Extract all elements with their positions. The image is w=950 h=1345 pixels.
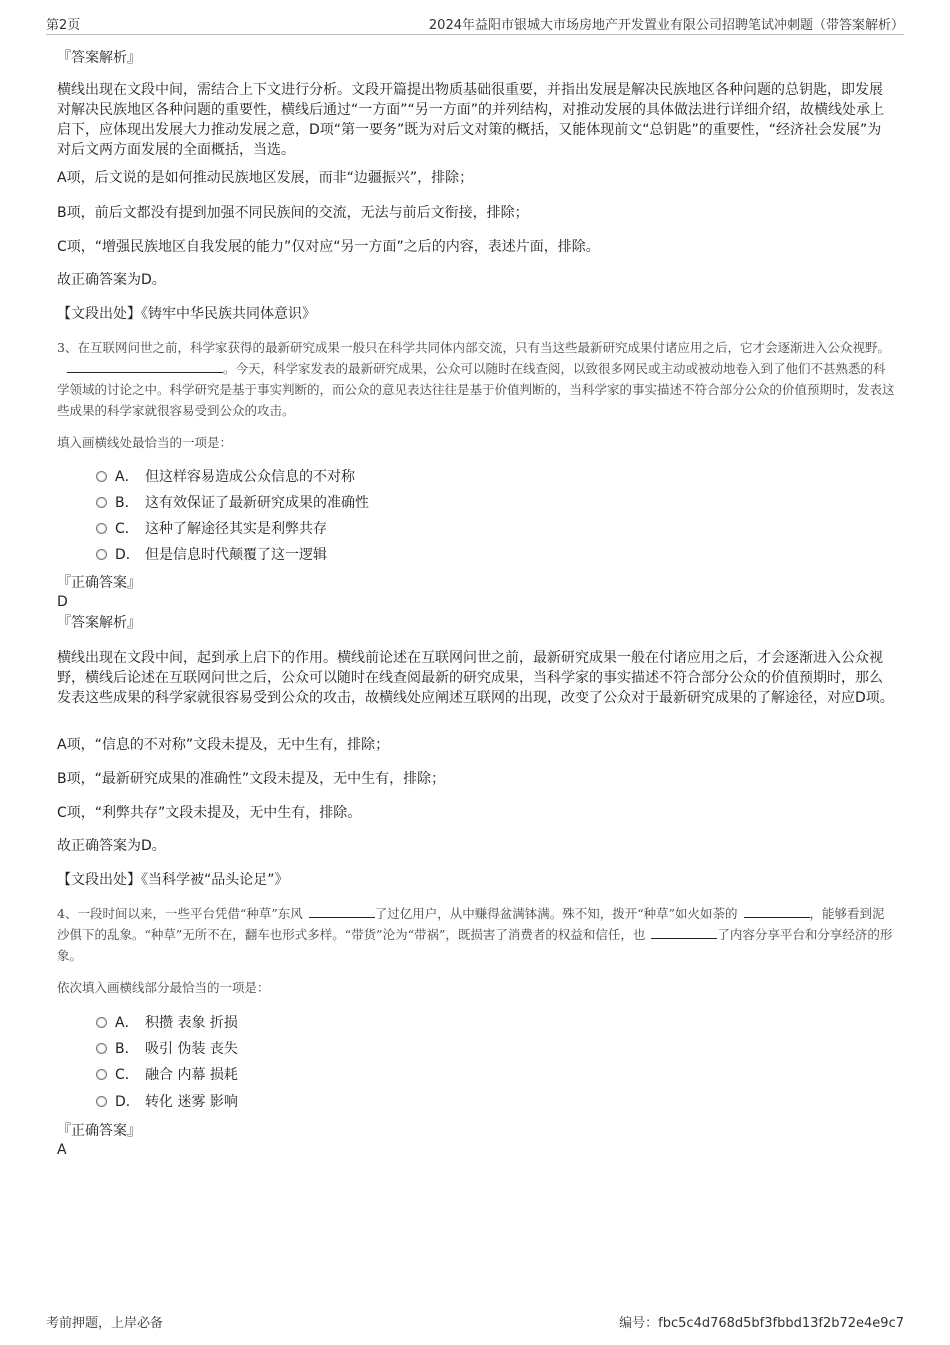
- q3-option-b-analysis: B项，“最新研究成果的准确性”文段未提及，无中生有，排除；: [57, 771, 446, 787]
- q2-source: 【文段出处】《铸牢中华民族共同体意识》: [57, 306, 316, 322]
- q2-analysis: 横线出现在文段中间，需结合上下文进行分析。文段开篇提出物质基础很重要，并指出发展是解决民族地区各种问题的总钥匙，即发展对解决民族地区各种问题的重要性，横线后通过“一方面”“另一方面”的并列结构，对推动发展的具体做法进行详细介绍，故横线处承上启下，应体现出发展大力推动发展之意，D项“第一要务”既为对后文对策的概括，又能体现前文“总钥匙”的重要性，“经济社会发展”为对后文两方面发展的全面概括，当选。: [57, 82, 885, 158]
- footer-slogan: 考前押题，上岸必备: [46, 1316, 164, 1331]
- q3-option-a[interactable]: A． 但这样容易造成公众信息的不对称: [96, 466, 355, 488]
- q4-answer-label: 『正确答案』: [57, 1123, 141, 1139]
- q4-blank-1: [309, 905, 375, 918]
- q4-stem-part-3: ，能够看到泥沙俱下的乱象。“种草”无所不在，翻车也形式多样。“带货”沦为“带祸”，既损害了消费者的权益和信任，也: [57, 906, 885, 942]
- q4-option-c[interactable]: C． 融合 内幕 损耗: [96, 1064, 238, 1086]
- q2-analysis-label: 『答案解析』: [57, 50, 141, 66]
- document-title: 2024年益阳市银城大市场房地产开发置业有限公司招聘笔试冲刺题（带答案解析）: [428, 18, 904, 33]
- q2-option-a-analysis: A项，后文说的是如何推动民族地区发展，而非“边疆振兴”，排除；: [57, 170, 474, 186]
- q3-option-c-analysis: C项，“利弊共存”文段未提及，无中生有，排除。: [57, 805, 362, 821]
- q4-blank-3: [651, 926, 717, 939]
- radio-icon[interactable]: [96, 549, 107, 560]
- q3-analysis: 横线出现在文段中间，起到承上启下的作用。横线前论述在互联网问世之前，最新研究成果一般在付诸应用之后，才会逐渐进入公众视野，横线后论述在互联网问世之后，公众可以随时在线查阅最新的研究成果，当科学家的事实描述不符合部分公众的价值预期时，那么发表这些成果的科学家就很容易受到公众的攻击，故横线处应阐述互联网的出现，改变了公众对于最新研究成果的了解途径，对应D项。: [57, 650, 894, 706]
- q3-option-d[interactable]: D． 但是信息时代颠覆了这一逻辑: [96, 544, 327, 566]
- radio-icon[interactable]: [96, 471, 107, 482]
- radio-icon[interactable]: [96, 1017, 107, 1028]
- page-number: 第2页: [46, 18, 81, 33]
- q3-conclusion: 故正确答案为D。: [57, 838, 166, 854]
- q2-option-b-analysis: B项，前后文都没有提到加强不同民族间的交流，无法与前后文衔接，排除；: [57, 205, 529, 221]
- q3-answer: D: [57, 594, 68, 610]
- q3-blank: [67, 360, 223, 373]
- q4-stem: [57, 903, 895, 966]
- radio-icon[interactable]: [96, 1096, 107, 1107]
- q4-blank-2: [744, 905, 810, 918]
- radio-icon[interactable]: [96, 497, 107, 508]
- q3-option-c[interactable]: C． 这种了解途径其实是利弊共存: [96, 518, 327, 540]
- page-footer: [46, 1312, 904, 1332]
- q4-option-b[interactable]: B． 吸引 伪装 丧失: [96, 1038, 238, 1060]
- radio-icon[interactable]: [96, 523, 107, 534]
- q4-stem-part-2: 了过亿用户，从中赚得盆满钵满。殊不知，拨开“种草”如火如荼的: [374, 906, 738, 921]
- q3-prompt: 填入画横线处最恰当的一项是：: [57, 435, 233, 450]
- q3-option-a-analysis: A项，“信息的不对称”文段未提及，无中生有，排除；: [57, 737, 390, 753]
- q3-option-b[interactable]: B． 这有效保证了最新研究成果的准确性: [96, 492, 369, 514]
- q3-stem: [57, 337, 895, 421]
- radio-icon[interactable]: [96, 1069, 107, 1080]
- document-id: 编号：fbc5c4d768d5bf3fbbd13f2b72e4e9c7: [619, 1316, 904, 1331]
- q3-analysis-label: 『答案解析』: [57, 615, 141, 631]
- q2-option-c-analysis: C项，“增强民族地区自我发展的能力”仅对应“另一方面”之后的内容，表述片面，排除。: [57, 239, 600, 255]
- q4-answer: A: [57, 1142, 67, 1158]
- q3-stem-part-1: 3、在互联网问世之前，科学家获得的最新研究成果一般只在科学共同体内部交流，只有当这些最新研究成果付诸应用之后，它才会逐渐进入公众视野。: [57, 340, 890, 355]
- q4-stem-part-4: 了内容分享平台和分享经济的形象。: [57, 927, 893, 963]
- q3-answer-label: 『正确答案』: [57, 575, 141, 591]
- q4-prompt: 依次填入画横线部分最恰当的一项是：: [57, 980, 270, 995]
- q4-option-d[interactable]: D． 转化 迷雾 影响: [96, 1091, 238, 1113]
- page-header: [46, 14, 904, 35]
- q3-source: 【文段出处】《当科学被“品头论足”》: [57, 872, 289, 888]
- q2-conclusion: 故正确答案为D。: [57, 272, 166, 288]
- q4-stem-part-1: 4、一段时间以来，一些平台凭借“种草”东风: [57, 906, 303, 921]
- radio-icon[interactable]: [96, 1043, 107, 1054]
- q3-stem-part-2: 。今天，科学家发表的最新研究成果，公众可以随时在线查阅，以致很多网民或主动或被动地卷入到了他们不甚熟悉的科学领域的讨论之中。科学研究是基于事实判断的，而公众的意见表达往往是基于价值判断的，当科学家的事实描述不符合部分公众的价值预期时，发表这些成果的科学家就很容易受到公众的攻击。: [57, 361, 895, 418]
- q4-option-a[interactable]: A． 积攒 表象 折损: [96, 1012, 238, 1034]
